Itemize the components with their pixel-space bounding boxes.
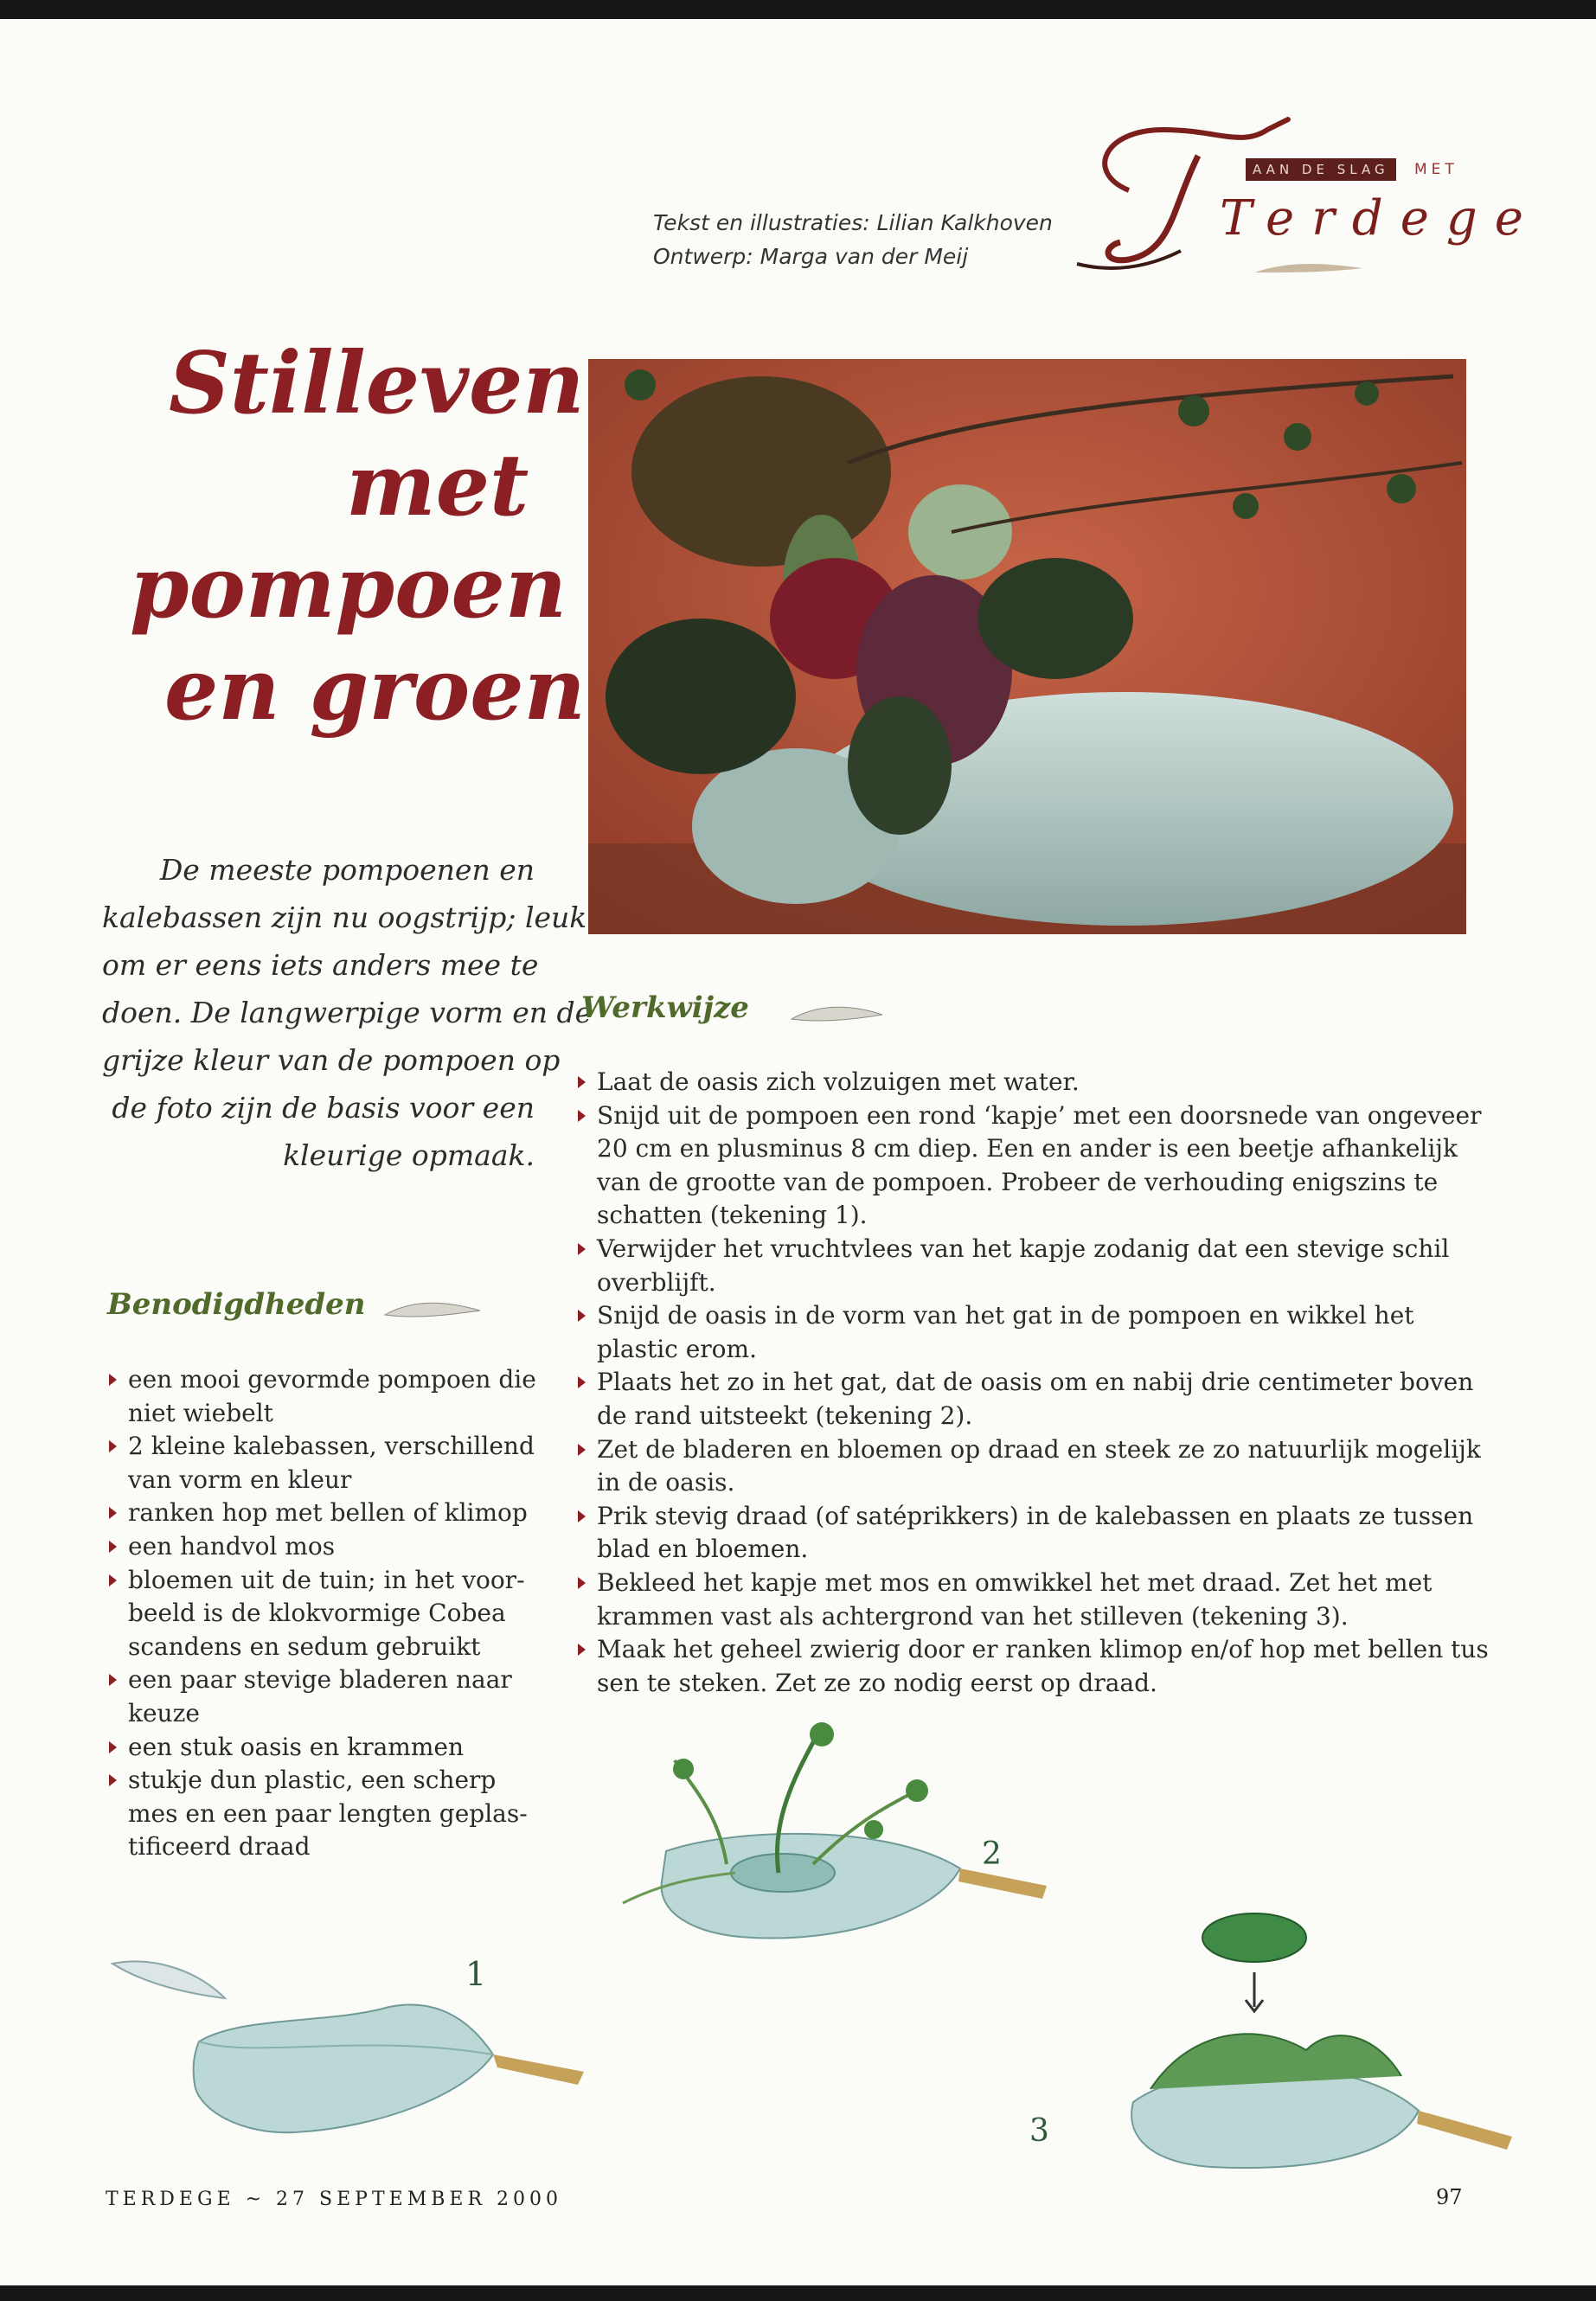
intro-line: doen. De langwerpige vorm en de: [102, 996, 593, 1029]
illustration-label-2: 2: [982, 1836, 1002, 1872]
illustration-2: [597, 1708, 1064, 1959]
leaf-swash-icon: [381, 1298, 484, 1324]
page-number: 97: [1436, 2185, 1463, 2209]
list-item: Laat de oasis zich volzuigen met water.: [597, 1066, 1479, 1099]
list-item: Snijd uit de pompoen een rond ‘kapje’ met een doorsnede van ongeveer 20 cm en plusminus 8 cm diep. Een en ander is een beetje afhankelijk van de grootte van de pompoen. Probeer de verhouding enigszins te schatten (tekening 1).: [597, 1099, 1479, 1233]
credits: [653, 206, 1068, 273]
list-item: een stuk oasis en krammen: [128, 1731, 543, 1765]
list-item: stukje dun plastic, een scherp mes en een paar lengten geplas- tificeerd draad: [128, 1764, 543, 1864]
list-item: een mooi gevormde pompoen die niet wiebelt: [128, 1363, 543, 1430]
werkwijze-heading: Werkwijze: [581, 990, 749, 1025]
intro-line: om er eens iets anders mee te: [102, 948, 539, 982]
title-line-2: met: [346, 436, 529, 535]
leaf-swash-icon: [787, 1002, 887, 1028]
title-line-4: en groen: [164, 640, 586, 740]
illustration-label-1: 1: [465, 1955, 487, 1993]
intro-line: grijze kleur van de pompoen op: [102, 1043, 561, 1077]
list-item: Zet de bladeren en bloemen op draad en steek ze zo natuurlijk mogelijk in de oasis.: [597, 1433, 1479, 1500]
list-item: Prik stevig draad (of satéprikkers) in de kalebassen en plaats ze tussen blad en bloemen.: [597, 1500, 1479, 1567]
footer-publication: TERDEGE ~ 27 SEPTEMBER 2000: [106, 2189, 563, 2210]
credit-design: Ontwerp: Marga van der Meij: [653, 244, 969, 269]
illustration-label-3: 3: [1029, 2113, 1049, 2149]
bottom-border: [0, 2285, 1596, 2301]
intro-paragraph: [102, 846, 593, 1179]
list-item: Maak het geheel zwierig door er ranken klimop en/of hop met bellen tus sen te steken. Zet ze zo nodig eerst op draad.: [597, 1633, 1479, 1700]
title-line-3: pompoen: [130, 538, 567, 638]
list-item: bloemen uit de tuin; in het voor- beeld is de klokvormige Cobea scandens en sedum gebruikt: [128, 1564, 543, 1664]
intro-line: de foto zijn de basis voor een: [112, 1091, 535, 1125]
intro-line: kalebassen zijn nu oogstrijp; leuk: [102, 901, 587, 934]
list-item: ranken hop met bellen of klimop: [128, 1497, 543, 1530]
list-item: Plaats het zo in het gat, dat de oasis om en nabij drie centimeter boven de rand uitsteekt (tekening 2).: [597, 1366, 1479, 1433]
list-item: Verwijder het vruchtvlees van het kapje zodanig dat een stevige schil overblijft.: [597, 1233, 1479, 1299]
logo-met: MET: [1414, 161, 1458, 178]
benodigdheden-heading: Benodigdheden: [107, 1287, 366, 1322]
illustration-1: [104, 1946, 606, 2180]
title-line-1: Stilleven: [169, 334, 585, 433]
materials-list: [128, 1363, 543, 1864]
still-life-photo: [588, 359, 1466, 934]
top-border: [0, 0, 1596, 19]
logo-badge: AAN DE SLAG: [1246, 158, 1396, 181]
intro-line: kleurige opmaak.: [283, 1138, 535, 1172]
list-item: 2 kleine kalebassen, verschillend van vorm en kleur: [128, 1430, 543, 1497]
list-item: een handvol mos: [128, 1530, 543, 1564]
logo-word: Terdege: [1220, 190, 1541, 247]
credit-text: Tekst en illustraties: Lilian Kalkhoven: [653, 210, 1053, 235]
terdege-logo: [1068, 95, 1541, 303]
intro-line: De meeste pompoenen en: [159, 853, 535, 887]
steps-list: [597, 1066, 1489, 1700]
illustration-3: [1003, 1903, 1540, 2180]
list-item: een paar stevige bladeren naar keuze: [128, 1663, 543, 1730]
list-item: Snijd de oasis in de vorm van het gat in de pompoen en wikkel het plastic erom.: [597, 1299, 1479, 1366]
list-item: Bekleed het kapje met mos en omwikkel het met draad. Zet het met krammen vast als achtergrond van het stilleven (tekening 3).: [597, 1567, 1479, 1633]
